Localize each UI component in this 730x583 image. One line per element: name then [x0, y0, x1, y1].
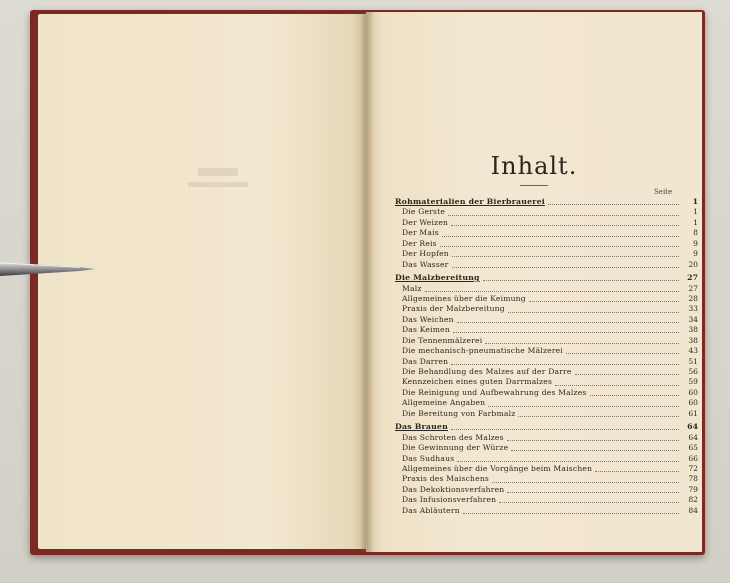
leader-dots	[511, 449, 679, 451]
toc-label: Das Brauen	[395, 422, 448, 432]
toc-label: Die Reinigung und Aufbewahrung des Malzes	[402, 387, 587, 397]
toc-label: Die Bereitung von Farbmalz	[402, 408, 516, 418]
toc-label: Allgemeine Angaben	[402, 398, 486, 408]
leader-dots	[595, 470, 679, 472]
toc-label: Malz	[402, 283, 422, 293]
toc-entry	[395, 239, 698, 249]
toc-label: Der Hopfen	[402, 249, 449, 259]
toc-label: Allgemeines über die Keimung	[402, 293, 526, 303]
toc-entry	[395, 485, 698, 495]
leader-dots	[448, 214, 679, 216]
toc-label: Praxis des Maischens	[402, 474, 490, 484]
toc-page-number: 59	[688, 377, 698, 387]
page-title: Inhalt.	[490, 152, 578, 180]
leader-dots	[529, 300, 679, 302]
toc-page-number: 1	[693, 207, 698, 217]
toc-page-number: 51	[688, 356, 698, 366]
toc-label: Die Gewinnung der Würze	[402, 443, 509, 453]
toc-label: Das Darren	[402, 356, 449, 366]
toc-label: Die Gerste	[402, 207, 446, 217]
toc-label: Die Behandlung des Malzes auf der Darre	[402, 367, 572, 376]
leader-dots	[507, 491, 679, 493]
toc-entry	[395, 357, 698, 367]
toc-page-number: 60	[688, 387, 698, 397]
toc-entry	[395, 409, 698, 419]
leader-dots	[463, 512, 679, 514]
leader-dots	[451, 363, 679, 365]
toc-entry-heading	[395, 273, 698, 283]
leader-dots	[452, 266, 679, 268]
toc-entry	[395, 388, 698, 398]
toc-entry	[395, 346, 698, 356]
leader-dots	[440, 245, 679, 247]
toc-label: Der Weizen	[402, 217, 449, 227]
leader-dots	[483, 279, 679, 281]
leader-dots	[451, 224, 679, 226]
leader-dots	[507, 439, 679, 441]
leader-dots	[508, 311, 679, 313]
toc-page-number: 64	[687, 422, 698, 432]
toc-label: Das Schroten des Malzes	[402, 432, 504, 442]
toc-entry	[395, 367, 698, 377]
toc-entry	[395, 398, 698, 408]
toc-page-number: 79	[688, 484, 698, 494]
toc-entry	[395, 464, 698, 474]
toc-entry	[395, 218, 698, 228]
show-through-text	[178, 164, 258, 194]
toc-label: Die Tennenmälzerei	[402, 335, 483, 345]
left-page	[38, 14, 366, 549]
pen-pointer-icon	[0, 254, 96, 278]
toc-page-number: 34	[688, 314, 698, 324]
toc-page-number: 27	[687, 273, 698, 283]
toc-label: Das Infusionsverfahren	[402, 495, 497, 505]
toc-label: Praxis der Malzbereitung	[402, 304, 505, 314]
leader-dots	[488, 405, 679, 407]
toc-entry-heading	[395, 422, 698, 432]
toc-page-number: 33	[688, 304, 698, 314]
toc-entry	[395, 228, 698, 238]
toc-page-number: 38	[688, 335, 698, 345]
leader-dots	[442, 235, 679, 237]
toc-page-number: 64	[688, 432, 698, 442]
toc-page-number: 82	[688, 495, 698, 505]
toc-entry	[395, 454, 698, 464]
toc-entry	[395, 260, 698, 270]
toc-entry	[395, 249, 698, 259]
toc-entry	[395, 304, 698, 314]
toc-label: Das Wasser	[402, 259, 449, 269]
leader-dots	[575, 373, 679, 375]
toc-page-number: 8	[693, 228, 698, 238]
toc-page-number: 9	[693, 238, 698, 248]
toc-entry	[395, 336, 698, 346]
leader-dots	[492, 481, 679, 483]
toc-label: Der Mais	[402, 228, 439, 238]
leader-dots	[566, 352, 679, 354]
toc-page-number: 60	[688, 398, 698, 408]
toc-page-number: 38	[688, 325, 698, 335]
toc-entry	[395, 495, 698, 505]
toc-label: Das Dekoktionsverfahren	[402, 484, 505, 494]
toc-entry	[395, 506, 698, 516]
toc-page-number: 43	[688, 346, 698, 356]
book-gutter	[360, 12, 374, 552]
toc-entry	[395, 294, 698, 304]
toc-entry	[395, 207, 698, 217]
toc-page-number: 28	[688, 293, 698, 303]
toc-page-number: 84	[688, 505, 698, 515]
toc-entry	[395, 433, 698, 443]
toc-page-number: 56	[688, 367, 698, 376]
toc-label: Die mechanisch-pneumatische Mälzerei	[402, 346, 563, 356]
leader-dots	[485, 342, 679, 344]
toc-entry	[395, 325, 698, 335]
toc-entry	[395, 284, 698, 294]
toc-label: Das Keimen	[402, 325, 450, 335]
title-rule	[520, 185, 548, 186]
toc-page-number: 65	[688, 443, 698, 453]
leader-dots	[518, 415, 679, 417]
toc-page-number: 1	[692, 197, 698, 206]
leader-dots	[457, 460, 679, 462]
toc-label: Allgemeines über die Vorgänge beim Maischen	[402, 463, 593, 473]
toc-page-number: 72	[688, 463, 698, 473]
toc-entry	[395, 474, 698, 484]
toc-page-number: 61	[688, 408, 698, 418]
toc-page-number: 9	[693, 249, 698, 259]
table-of-contents	[395, 197, 698, 516]
toc-label: Das Weichen	[402, 314, 454, 324]
toc-page-number: 78	[688, 474, 698, 484]
toc-entry	[395, 443, 698, 453]
leader-dots	[451, 428, 679, 430]
toc-page-number: 1	[693, 217, 698, 227]
toc-page-number: 20	[688, 259, 698, 269]
leader-dots	[499, 501, 679, 503]
leader-dots	[590, 394, 680, 396]
leader-dots	[555, 384, 679, 386]
leader-dots	[425, 290, 679, 292]
toc-label: Das Abläutern	[402, 505, 460, 515]
toc-label: Die Malzbereitung	[395, 273, 480, 283]
toc-page-number: 27	[688, 283, 698, 293]
toc-entry	[395, 315, 698, 325]
toc-label: Das Sudhaus	[402, 453, 455, 463]
leader-dots	[452, 255, 679, 257]
toc-entry	[395, 377, 698, 387]
leader-dots	[457, 321, 679, 323]
toc-entry-heading	[395, 197, 698, 207]
toc-label: Kennzeichen eines guten Darrmalzes	[402, 377, 553, 387]
toc-label: Der Reis	[402, 238, 437, 248]
page-column-label: Seite	[654, 188, 673, 196]
leader-dots	[453, 331, 679, 333]
toc-label: Rohmaterialien der Bierbrauerei	[395, 197, 545, 206]
leader-dots	[548, 203, 679, 205]
toc-page-number: 66	[688, 453, 698, 463]
